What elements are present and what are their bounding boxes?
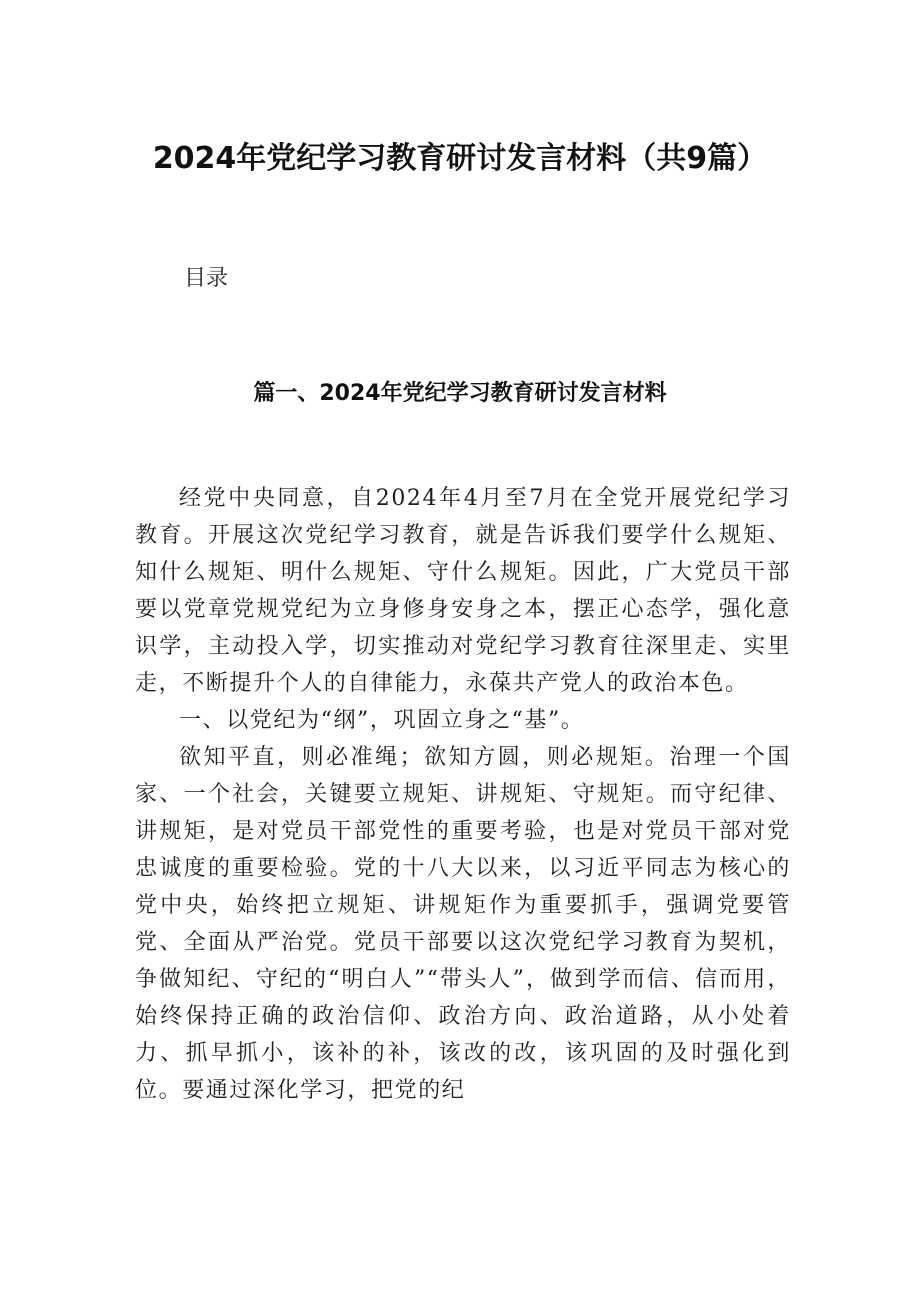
document-body (135, 480, 791, 1109)
paragraph: 欲知平直，则必准绳；欲知方圆，则必规矩。治理一个国家、一个社会，关键要立规矩、讲规矩、守规矩。而守纪律、讲规矩，是对党员干部党性的重要考验，也是对党员干部对党忠诚度的重要检验。党的十八大以来，以习近平同志为核心的党中央，始终把立规矩、讲规矩作为重要抓手，强调党要管党、全面从严治党。党员干部要以这次党纪学习教育为契机，争做知纪、守纪的“明白人”“带头人”，做到学而信、信而用，始终保持正确的政治信仰、政治方向、政治道路，从小处着力、抓早抓小，该补的补，该改的改，该巩固的及时强化到位。要通过深化学习，把党的纪 (135, 745, 791, 1103)
table-of-contents-label: 目录 (184, 266, 229, 291)
paragraph-heading: 一、以党纪为“纲”，巩固立身之“基”。 (179, 708, 585, 733)
section-title: 篇一、2024年党纪学习教育研讨发言材料 (253, 381, 667, 406)
document-title: 2024年党纪学习教育研讨发言材料（共9篇） (152, 141, 768, 176)
paragraph: 经党中央同意，自2024年4月至7月在全党开展党纪学习教育。开展这次党纪学习教育，就是告诉我们要学什么规矩、知什么规矩、明什么规矩、守什么规矩。因此，广大党员干部要以党章党规党纪为立身修身安身之本，摆正心态学，强化意识学，主动投入学，切实推动对党纪学习教育往深里走、实里走，不断提升个人的自律能力，永葆共产党人的政治本色。 (135, 486, 791, 696)
